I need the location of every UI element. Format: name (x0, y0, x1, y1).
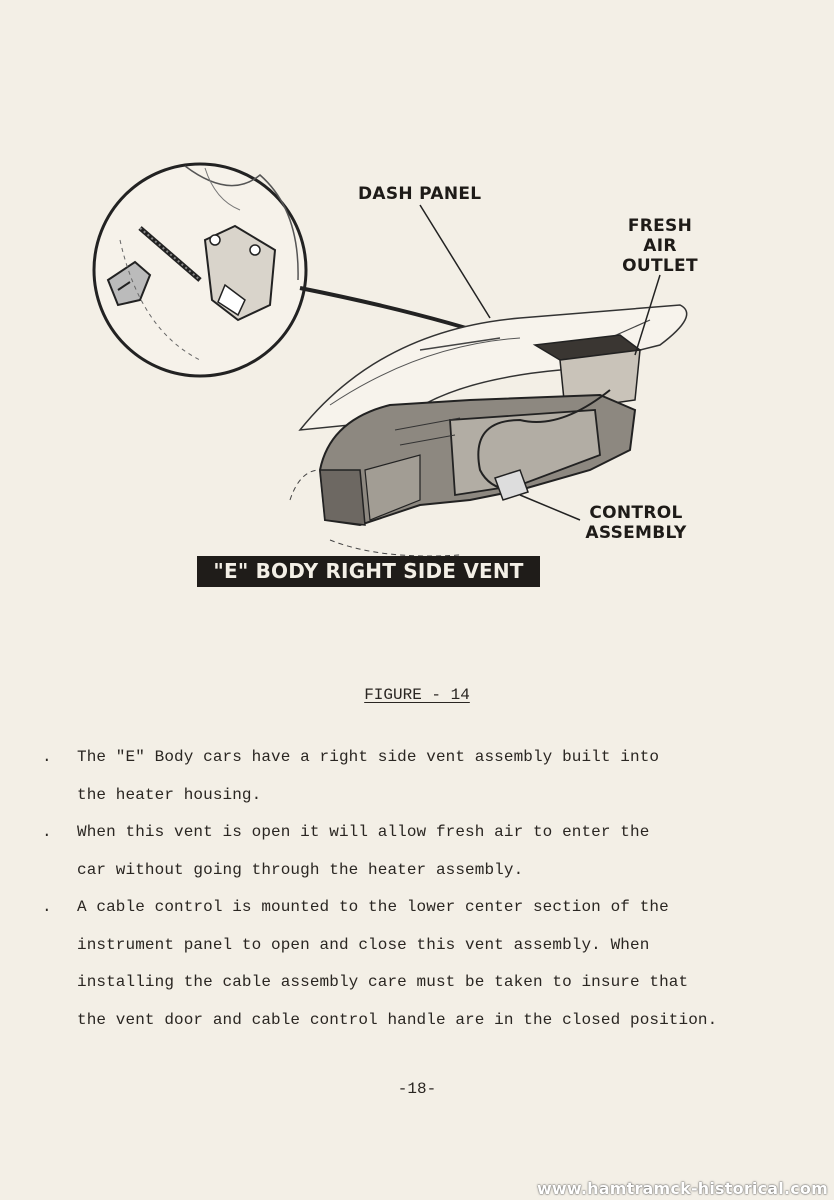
control-assembly-label: CONTROL ASSEMBLY (585, 503, 687, 543)
site-watermark: www.hamtramck-historical.com (536, 1179, 828, 1198)
bullet-item (42, 814, 822, 889)
figure-banner: "E" BODY RIGHT SIDE VENT (197, 556, 540, 587)
page-number: -18- (397, 1080, 437, 1098)
bullet-marker: . (42, 823, 52, 841)
figure-caption-text: FIGURE - 14 (364, 686, 470, 704)
bullet-text: When this vent is open it will allow fresh air to enter the car without going through the heater assembly. (77, 823, 650, 879)
bullet-marker: . (42, 748, 52, 766)
dash-panel-leader (420, 205, 490, 318)
bullet-item (42, 739, 822, 814)
bullet-marker: . (42, 898, 52, 916)
bullet-text: The "E" Body cars have a right side vent assembly built into the heater housing. (77, 748, 660, 804)
bullet-list (42, 739, 822, 1039)
detail-inset-circle (94, 164, 306, 376)
fresh-air-outlet-label: FRESH AIR OUTLET (622, 216, 698, 276)
bullet-text: A cable control is mounted to the lower center section of the instrument panel to open and close this vent assembly. When installing the cable assembly care must be taken to insure that the vent door and cable control handle are in the closed position. (77, 898, 718, 1029)
bullet-item (42, 889, 822, 1039)
dash-panel-label: DASH PANEL (358, 184, 482, 204)
control-assembly-leader (520, 495, 580, 520)
figure-caption (0, 686, 834, 704)
